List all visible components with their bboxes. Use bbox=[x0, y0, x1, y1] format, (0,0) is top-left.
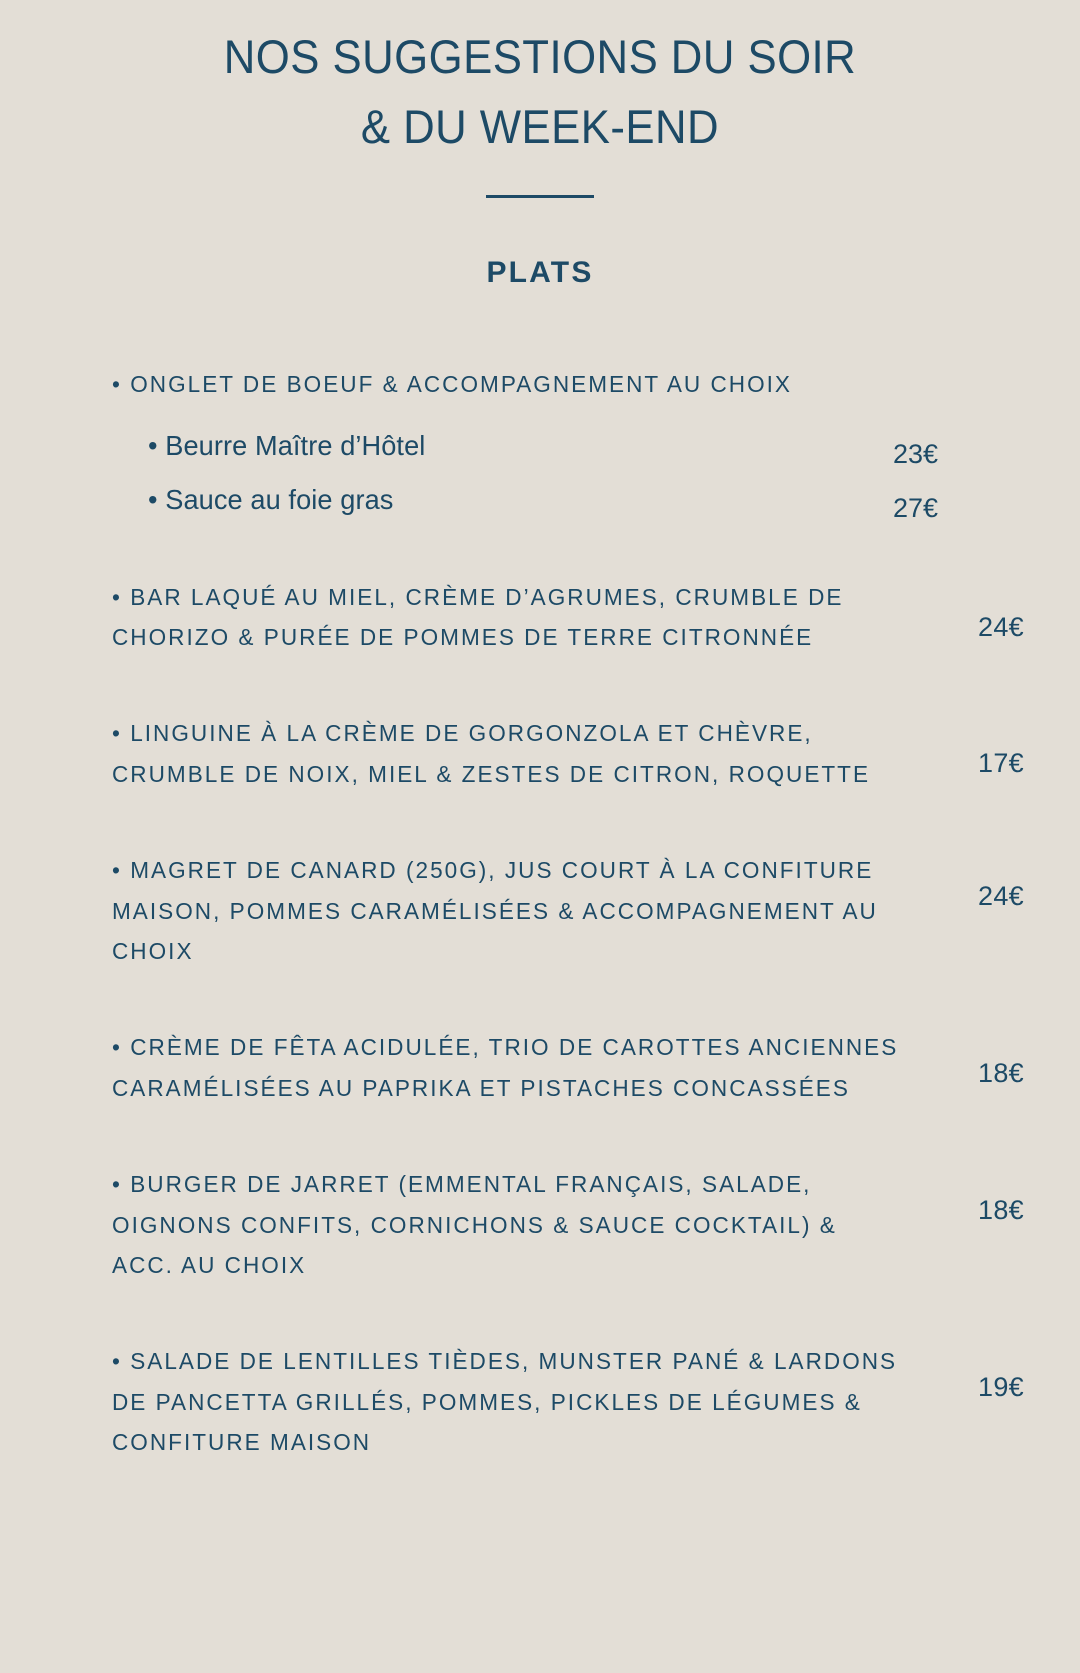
menu-item bbox=[112, 364, 1024, 523]
menu-item-name: • CRÈME DE FÊTA ACIDULÉE, TRIO DE CAROTTES ANCIENNES CARAMÉLISÉES AU PAPRIKA ET PISTACHES CONCASSÉES bbox=[112, 1034, 899, 1101]
menu-item-name: • ONGLET DE BOEUF & ACCOMPAGNEMENT AU CHOIX bbox=[112, 371, 793, 398]
menu-item-price: 18€ bbox=[978, 1058, 1024, 1089]
menu-item-price: 24€ bbox=[978, 881, 1024, 912]
menu-item-body bbox=[112, 850, 938, 971]
menu-item-list bbox=[0, 364, 1080, 1463]
menu-item-body bbox=[112, 364, 938, 523]
menu-item bbox=[112, 850, 1024, 971]
menu-item-option bbox=[112, 479, 938, 521]
menu-item-name: • BAR LAQUÉ AU MIEL, CRÈME D’AGRUMES, CRUMBLE DE CHORIZO & PURÉE DE POMMES DE TERRE CITRONNÉE bbox=[112, 583, 844, 650]
menu-item bbox=[112, 1341, 1024, 1462]
menu-item-price: 17€ bbox=[978, 748, 1024, 779]
divider-container bbox=[0, 195, 1080, 198]
menu-item-name: • LINGUINE À LA CRÈME DE GORGONZOLA ET CHÈVRE, CRUMBLE DE NOIX, MIEL & ZESTES DE CITRON, ROQUETTE bbox=[112, 720, 871, 787]
page-title-line-1: NOS SUGGESTIONS DU SOIR bbox=[223, 30, 857, 83]
menu-item-option-price: 23€ bbox=[892, 438, 938, 469]
menu-item-price: 19€ bbox=[978, 1372, 1024, 1403]
menu-item-name: • SALADE DE LENTILLES TIÈDES, MUNSTER PANÉ & LARDONS DE PANCETTA GRILLÉS, POMMES, PICKLES DE LÉGUMES & CONFITURE MAISON bbox=[112, 1348, 898, 1456]
menu-item-option-price: 27€ bbox=[892, 492, 938, 523]
menu-item-name: • MAGRET DE CANARD (250G), JUS COURT À LA CONFITURE MAISON, POMMES CARAMÉLISÉES & ACCOMPAGNEMENT AU CHOIX bbox=[112, 857, 878, 964]
menu-item-body bbox=[112, 1341, 938, 1462]
menu-item-body bbox=[112, 713, 938, 794]
menu-item bbox=[112, 713, 1024, 794]
menu-item-option-name: • Sauce au foie gras bbox=[148, 483, 394, 515]
menu-item-body bbox=[112, 1027, 938, 1108]
page-title bbox=[38, 22, 1042, 161]
menu-item-price: 18€ bbox=[978, 1195, 1024, 1226]
menu-item-name: • BURGER DE JARRET (EMMENTAL FRANÇAIS, SALADE, OIGNONS CONFITS, CORNICHONS & SAUCE COCKTAIL) & ACC. AU CHOIX bbox=[112, 1171, 837, 1278]
menu-item bbox=[112, 1027, 1024, 1108]
menu-item bbox=[112, 1164, 1024, 1285]
title-divider bbox=[486, 195, 594, 198]
menu-item-price: 24€ bbox=[978, 611, 1024, 642]
menu-item bbox=[112, 577, 1024, 658]
menu-item-option bbox=[112, 425, 938, 467]
menu-item-option-name: • Beurre Maître d’Hôtel bbox=[148, 429, 426, 461]
menu-item-options bbox=[112, 425, 938, 521]
page-title-line-2: & DU WEEK-END bbox=[360, 99, 720, 153]
menu-item-body bbox=[112, 1164, 938, 1285]
menu-item-body bbox=[112, 577, 938, 658]
section-heading-plats: PLATS bbox=[486, 256, 594, 290]
menu-header bbox=[0, 0, 1080, 290]
